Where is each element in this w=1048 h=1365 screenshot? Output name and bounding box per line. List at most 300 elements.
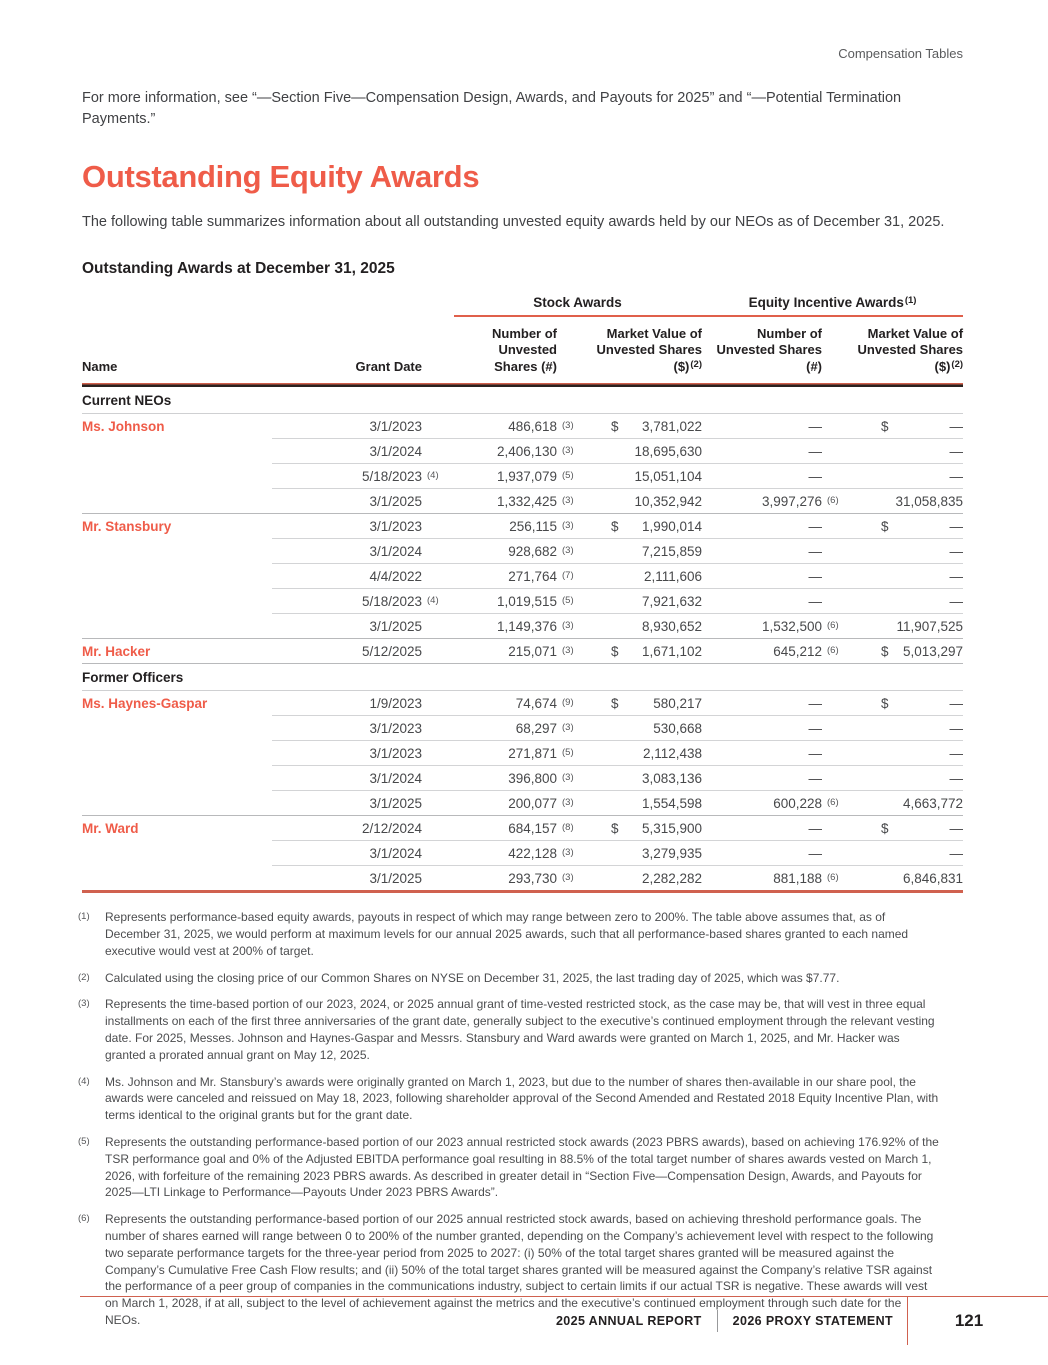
column-header-eia-shares: Number of Unvested Shares (#) — [716, 325, 823, 375]
value-cell — [587, 469, 702, 484]
grant-date: 3/1/2024 — [272, 539, 422, 564]
stock-shares-footnote-ref — [557, 639, 587, 664]
column-header-eia-value — [850, 316, 963, 384]
value-text: — — [949, 469, 964, 485]
stock-shares-footnote-ref — [557, 766, 587, 791]
value-text: 7,215,859 — [641, 544, 703, 560]
dollar-sign: $ — [881, 644, 889, 660]
stock-shares-footnote-ref — [557, 539, 587, 564]
dollar-sign: $ — [611, 419, 619, 435]
grant-date: 3/1/2024 — [272, 841, 422, 866]
dollar-sign: $ — [611, 519, 619, 535]
value-text: 580,217 — [653, 696, 703, 712]
equity-incentive-awards-label: Equity Incentive Awards — [748, 294, 904, 310]
value-cell — [587, 696, 702, 711]
stock-value-header-label: Market Value of Unvested Shares ($) — [596, 325, 703, 375]
footnote-ref: (9) — [562, 697, 574, 709]
column-header-spacer — [422, 316, 454, 384]
footnote-ref: (4) — [427, 470, 439, 482]
eia-unvested-shares: — — [702, 716, 822, 741]
eia-unvested-shares: 645,212 — [702, 639, 822, 664]
stock-unvested-shares: 271,871 — [454, 741, 557, 766]
stock-awards-group-header — [454, 295, 702, 316]
footnote-ref: (3) — [562, 772, 574, 784]
executive-name — [82, 539, 272, 564]
value-text: 11,907,525 — [896, 619, 964, 635]
eia-value-header-label: Market Value of Unvested Shares ($) — [857, 325, 964, 375]
executive-name — [82, 866, 272, 892]
grant-date-footnote-ref — [422, 816, 454, 841]
table-row — [82, 741, 963, 766]
value-text: 1,671,102 — [641, 644, 703, 660]
stock-market-value — [587, 716, 702, 741]
table-description: The following table summarizes information about all outstanding unvested equity awards held by our NEOs as of December 31, 2025. — [82, 213, 945, 230]
footnote-ref: (3) — [562, 545, 574, 557]
equity-incentive-footnote-ref: (1) — [904, 294, 917, 306]
page-number-box — [907, 1297, 1048, 1345]
grant-date: 3/1/2023 — [369, 419, 422, 435]
value-text: 10,352,942 — [634, 494, 703, 510]
footnote-item — [78, 1134, 963, 1201]
eia-shares-footnote-ref — [822, 866, 850, 892]
value-cell — [587, 771, 702, 786]
value-text: 7,921,632 — [641, 594, 703, 610]
dollar-sign: $ — [881, 696, 889, 712]
value-cell — [850, 419, 963, 434]
table-row — [82, 639, 963, 664]
value-cell — [587, 871, 702, 886]
eia-market-value — [850, 514, 963, 539]
value-text: 4,663,772 — [902, 796, 964, 812]
stock-market-value — [587, 589, 702, 614]
eia-unvested-shares: 1,532,500 — [702, 614, 822, 639]
grant-date: 3/1/2025 — [272, 791, 422, 816]
stock-market-value — [587, 514, 702, 539]
footnote-ref: (6) — [827, 620, 839, 632]
value-cell — [587, 519, 702, 534]
stock-shares-footnote-ref — [557, 791, 587, 816]
grant-date-footnote-ref — [422, 791, 454, 816]
value-text: — — [949, 746, 964, 762]
stock-market-value — [587, 766, 702, 791]
value-text: — — [949, 544, 964, 560]
value-cell — [850, 696, 963, 711]
grant-date-footnote-ref — [422, 564, 454, 589]
column-header-stock-value — [587, 316, 702, 384]
footnote-marker: (3) — [78, 998, 90, 1010]
footnote-ref: (3) — [562, 847, 574, 859]
footnote-ref: (5) — [562, 595, 574, 607]
value-text: 31,058,835 — [895, 494, 964, 510]
value-text: — — [949, 721, 964, 737]
stock-shares-footnote-ref — [557, 614, 587, 639]
footnote-ref: (8) — [562, 822, 574, 834]
table-row — [82, 514, 963, 539]
executive-name — [82, 464, 272, 489]
footnote-ref: (3) — [562, 872, 574, 884]
value-text: 18,695,630 — [634, 444, 703, 460]
footnote-text: Calculated using the closing price of our Common Shares on NYSE on December 31, 2025, the last trading day of 2025, which was $7.77. — [105, 970, 840, 985]
footnote-text: Ms. Johnson and Mr. Stansbury’s awards were originally granted on March 1, 2023, but due to the number of shares then-available in our share pool, the awards were canceled and reissued on May 18, 2023, following shareholder approval of the Second Amended and Restated 2018 Equity Incentive Plan, with terms identical to the original grants but for the grant date. — [105, 1074, 939, 1123]
stock-shares-footnote-ref — [557, 589, 587, 614]
table-row — [82, 841, 963, 866]
eia-market-value — [850, 716, 963, 741]
page-footer — [80, 1296, 1048, 1345]
value-cell — [587, 494, 702, 509]
grant-date-footnote-ref — [422, 766, 454, 791]
executive-name — [82, 716, 272, 741]
eia-market-value — [850, 589, 963, 614]
stock-shares-footnote-ref — [557, 564, 587, 589]
value-text: 2,111,606 — [643, 569, 703, 585]
footnote-ref: (3) — [562, 495, 574, 507]
value-text: 5,013,297 — [902, 644, 964, 660]
section-label: Former Officers — [82, 664, 963, 691]
footnote-ref: (5) — [562, 470, 574, 482]
stock-market-value — [587, 691, 702, 716]
eia-market-value — [850, 766, 963, 791]
value-cell — [850, 594, 963, 609]
executive-name — [82, 841, 272, 866]
eia-unvested-shares: — — [702, 741, 822, 766]
footnote-ref: (3) — [562, 620, 574, 632]
value-cell — [850, 494, 963, 509]
value-text: — — [949, 569, 964, 585]
eia-market-value — [850, 691, 963, 716]
value-cell — [587, 419, 702, 434]
value-cell — [587, 746, 702, 761]
grant-date: 1/9/2023 — [369, 696, 422, 712]
value-cell — [587, 796, 702, 811]
stock-market-value — [587, 539, 702, 564]
stock-unvested-shares: 256,115 — [454, 514, 557, 539]
eia-shares-footnote-ref — [822, 414, 850, 439]
eia-market-value — [850, 539, 963, 564]
value-cell — [587, 846, 702, 861]
executive-name — [82, 489, 272, 514]
table-row — [82, 589, 963, 614]
value-cell — [850, 821, 963, 836]
grant-date: 3/1/2025 — [272, 866, 422, 892]
executive-name — [82, 614, 272, 639]
table-row — [82, 866, 963, 892]
eia-unvested-shares: 600,228 — [702, 791, 822, 816]
stock-unvested-shares: 1,019,515 — [454, 589, 557, 614]
eia-market-value — [850, 489, 963, 514]
value-text: 1,990,014 — [641, 519, 703, 535]
eia-value-footnote-ref: (2) — [951, 359, 964, 371]
value-text: — — [949, 419, 964, 435]
grant-date-footnote-ref — [422, 514, 454, 539]
table-row — [82, 766, 963, 791]
footnote-item — [78, 909, 963, 959]
table-row — [82, 489, 963, 514]
executive-name: Mr. Stansbury — [82, 514, 272, 539]
value-cell — [587, 594, 702, 609]
stock-shares-footnote-ref — [557, 439, 587, 464]
page-title: Outstanding Equity Awards — [82, 158, 480, 194]
eia-unvested-shares: — — [702, 439, 822, 464]
dollar-sign: $ — [611, 644, 619, 660]
value-cell — [850, 796, 963, 811]
eia-shares-footnote-ref — [822, 716, 850, 741]
footnote-ref: (3) — [562, 797, 574, 809]
footnote-ref: (6) — [827, 797, 839, 809]
table-section-row — [82, 387, 963, 414]
footnote-marker: (6) — [78, 1213, 90, 1225]
page-number: 121 — [954, 1311, 984, 1330]
footnote-marker: (5) — [78, 1135, 90, 1147]
footer-inner — [80, 1297, 1048, 1345]
eia-unvested-shares: 3,997,276 — [702, 489, 822, 514]
footnote-marker: (4) — [78, 1075, 90, 1087]
stock-market-value — [587, 841, 702, 866]
running-header: Compensation Tables — [838, 46, 963, 61]
stock-market-value — [587, 564, 702, 589]
table-row — [82, 614, 963, 639]
value-cell — [850, 644, 963, 659]
dollar-sign: $ — [611, 696, 619, 712]
eia-shares-footnote-ref — [822, 464, 850, 489]
eia-shares-footnote-ref — [822, 841, 850, 866]
footnote-ref: (6) — [827, 495, 839, 507]
column-header-name: Name — [82, 359, 118, 375]
value-cell — [850, 846, 963, 861]
eia-market-value — [850, 414, 963, 439]
stock-unvested-shares: 1,332,425 — [454, 489, 557, 514]
stock-unvested-shares: 1,149,376 — [454, 614, 557, 639]
value-cell — [850, 444, 963, 459]
grant-date-footnote-ref — [422, 741, 454, 766]
eia-unvested-shares: — — [808, 696, 823, 712]
column-header-spacer — [557, 316, 587, 384]
value-text: 2,282,282 — [641, 871, 703, 887]
value-text: 6,846,831 — [902, 871, 964, 887]
value-text: 8,930,652 — [641, 619, 703, 635]
executive-name — [82, 439, 272, 464]
grant-date-footnote-ref — [422, 841, 454, 866]
stock-shares-footnote-ref — [557, 691, 587, 716]
value-text: 1,554,598 — [641, 796, 703, 812]
intro-paragraph: For more information, see “—Section Five—Compensation Design, Awards, and Payouts for 2025” and “—Potential Termination Payments.” — [82, 90, 902, 127]
stock-unvested-shares: 396,800 — [454, 766, 557, 791]
value-text: — — [949, 444, 964, 460]
column-header-grant-date: Grant Date — [355, 359, 422, 375]
value-cell — [587, 444, 702, 459]
equity-incentive-awards-group-header — [702, 295, 963, 316]
stock-unvested-shares: 68,297 — [454, 716, 557, 741]
column-header-stock-shares: Number of Unvested Shares (#) — [492, 325, 557, 375]
executive-name — [82, 766, 272, 791]
executive-name: Mr. Ward — [82, 816, 272, 841]
stock-awards-label: Stock Awards — [533, 294, 622, 310]
value-cell — [850, 569, 963, 584]
stock-unvested-shares: 271,764 — [454, 564, 557, 589]
stock-unvested-shares: 200,077 — [454, 791, 557, 816]
dollar-sign: $ — [881, 419, 889, 435]
eia-unvested-shares: — — [702, 841, 822, 866]
footnote-ref: (6) — [827, 645, 839, 657]
value-text: — — [949, 696, 964, 712]
footnote-item — [78, 970, 963, 987]
grant-date-footnote-ref — [422, 589, 454, 614]
stock-market-value — [587, 489, 702, 514]
footnotes — [78, 909, 963, 1329]
value-cell — [850, 544, 963, 559]
eia-unvested-shares: — — [702, 816, 822, 841]
stock-shares-footnote-ref — [557, 741, 587, 766]
grant-date-footnote-ref — [422, 866, 454, 892]
eia-shares-footnote-ref — [822, 614, 850, 639]
value-text: — — [949, 519, 964, 535]
grant-date: 3/1/2023 — [272, 741, 422, 766]
eia-shares-footnote-ref — [822, 741, 850, 766]
footnote-ref: (3) — [562, 445, 574, 457]
footnote-text: Represents the time-based portion of our 2023, 2024, or 2025 annual grant of time-vested restricted stock, as the case may be, that will vest in three equal installments on each of the first three anniversaries of the grant date, generally subject to the executive’s continued employment through the relevant vesting date. For 2025, Messes. Johnson and Haynes-Gaspar and Messrs. Stansbury and Ward awards were granted on March 1, 2025, and Mr. Hacker was granted a prorated annual grant on May 12, 2025. — [105, 997, 935, 1062]
value-text: — — [949, 846, 964, 862]
table-group-header-row — [82, 295, 963, 316]
value-text: 2,112,438 — [642, 746, 703, 762]
outstanding-awards-table — [82, 295, 963, 894]
eia-market-value — [850, 841, 963, 866]
stock-unvested-shares: 422,128 — [454, 841, 557, 866]
grant-date: 3/1/2024 — [272, 439, 422, 464]
eia-unvested-shares: — — [702, 564, 822, 589]
table-column-header-row — [82, 316, 963, 384]
footnote-marker: (1) — [78, 911, 90, 923]
stock-market-value — [587, 439, 702, 464]
value-cell — [850, 469, 963, 484]
executive-name — [82, 791, 272, 816]
grant-date-footnote-ref — [422, 716, 454, 741]
stock-market-value — [587, 791, 702, 816]
grant-date: 5/18/2023 — [272, 464, 422, 489]
value-cell — [850, 771, 963, 786]
footer-proxy-statement: 2026 PROXY STATEMENT — [732, 1314, 893, 1328]
grant-date-footnote-ref — [422, 639, 454, 664]
table-row — [82, 716, 963, 741]
footnote-ref: (3) — [562, 420, 574, 432]
footnote-ref: (3) — [562, 722, 574, 734]
value-cell — [850, 871, 963, 886]
grant-date-footnote-ref — [422, 691, 454, 716]
table-row — [82, 539, 963, 564]
awards-table-body — [82, 387, 963, 892]
stock-market-value — [587, 816, 702, 841]
eia-shares-footnote-ref — [822, 639, 850, 664]
value-text: 15,051,104 — [634, 469, 703, 485]
stock-market-value — [587, 639, 702, 664]
grant-date: 3/1/2024 — [272, 766, 422, 791]
stock-market-value — [587, 741, 702, 766]
grant-date-footnote-ref — [422, 439, 454, 464]
table-row — [82, 464, 963, 489]
table-row — [82, 816, 963, 841]
value-text: 530,668 — [653, 721, 703, 737]
eia-market-value — [850, 439, 963, 464]
stock-unvested-shares: 928,682 — [454, 539, 557, 564]
stock-unvested-shares: 684,157 — [454, 816, 557, 841]
footnote-text: Represents performance-based equity awards, payouts in respect of which may range between zero to 200%. The table above assumes that, as of December 31, 2025, we would perform at maximum levels for our annual 2025 awards, such that all performance-based shares granted to each named executive would vest at 200% of target. — [105, 910, 909, 958]
eia-unvested-shares: — — [702, 464, 822, 489]
eia-market-value — [850, 564, 963, 589]
table-row — [82, 439, 963, 464]
eia-shares-footnote-ref — [822, 766, 850, 791]
dollar-sign: $ — [881, 821, 889, 837]
eia-market-value — [850, 866, 963, 892]
table-title: Outstanding Awards at December 31, 2025 — [82, 259, 395, 277]
grant-date: 3/1/2023 — [272, 514, 422, 539]
stock-market-value — [587, 866, 702, 892]
eia-market-value — [850, 741, 963, 766]
footer-annual-report: 2025 ANNUAL REPORT — [555, 1314, 702, 1328]
eia-market-value — [850, 816, 963, 841]
table-row — [82, 791, 963, 816]
value-cell — [587, 544, 702, 559]
executive-name: Ms. Johnson — [82, 419, 165, 435]
value-cell — [850, 519, 963, 534]
table-row — [82, 691, 963, 716]
section-label: Current NEOs — [82, 387, 963, 414]
table-row — [82, 414, 963, 439]
value-cell — [587, 721, 702, 736]
value-text: — — [949, 594, 964, 610]
grant-date: 3/1/2025 — [272, 489, 422, 514]
executive-name — [82, 564, 272, 589]
stock-market-value — [587, 414, 702, 439]
grant-date: 3/1/2023 — [272, 716, 422, 741]
footnote-ref: (4) — [427, 595, 439, 607]
eia-unvested-shares: — — [702, 766, 822, 791]
eia-unvested-shares: — — [702, 589, 822, 614]
footnote-ref: (7) — [562, 570, 574, 582]
eia-market-value — [850, 614, 963, 639]
grant-date-footnote-ref — [422, 614, 454, 639]
stock-shares-footnote-ref — [557, 464, 587, 489]
stock-shares-footnote-ref — [557, 414, 587, 439]
grant-date: 3/1/2025 — [272, 614, 422, 639]
stock-shares-footnote-ref — [557, 716, 587, 741]
grant-date-footnote-ref — [422, 539, 454, 564]
grant-date-footnote-ref — [422, 414, 454, 439]
value-cell — [850, 619, 963, 634]
value-text: 3,781,022 — [641, 419, 703, 435]
stock-unvested-shares: 486,618 — [508, 419, 557, 435]
value-cell — [850, 721, 963, 736]
footnote-ref: (3) — [562, 645, 574, 657]
eia-unvested-shares: 881,188 — [702, 866, 822, 892]
grant-date: 5/12/2025 — [272, 639, 422, 664]
stock-unvested-shares: 2,406,130 — [454, 439, 557, 464]
footnote-text: Represents the outstanding performance-based portion of our 2023 annual restricted stock awards (2023 PBRS awards), based on achieving 176.92% of the TSR performance goal and 0% of the Adjusted EBITDA performance goal resulting in 88.5% of the total target number of shares awards vested on March 1, 2026, with forfeiture of the remaining 2023 PBRS awards. As described in greater detail in “Section Five—Compensation Design, Awards, and Payouts for 2025—LTI Linkage to Performance—Payouts Under 2023 PBRS Awards”. — [105, 1134, 939, 1200]
eia-shares-footnote-ref — [822, 691, 850, 716]
stock-value-footnote-ref: (2) — [690, 359, 703, 371]
footnote-text: Represents the outstanding performance-based portion of our 2025 annual restricted stock awards, based on achieving threshold performance goals. The number of shares earned will range between 0 to 200% of the number granted, depending on the Company’s achievement level with respect to the following two separate performance targets for the three-year period from 2025 to 2027: (i) 50% of the total target shares granted will be measured against the Company’s Cumulative Free Cash Flow results; and (ii) 50% of the total target shares granted will be measured against the Company’s relative TSR against the performance of a peer group of companies in the communications industry, subject to certain limits if our actual TSR is negative. These awards will vest on March 1, 2028, if at all, subject to the level of achievement against the metrics and the executive’s continued employment through such date for the NEOs. — [105, 1212, 934, 1327]
stock-shares-footnote-ref — [557, 816, 587, 841]
table-row — [82, 564, 963, 589]
footnote-item — [78, 996, 963, 1063]
stock-shares-footnote-ref — [557, 514, 587, 539]
value-text: — — [949, 821, 964, 837]
stock-shares-footnote-ref — [557, 841, 587, 866]
executive-name — [82, 741, 272, 766]
dollar-sign: $ — [881, 519, 889, 535]
grant-date-footnote-ref — [422, 489, 454, 514]
footnote-ref: (5) — [562, 747, 574, 759]
stock-unvested-shares: 1,937,079 — [454, 464, 557, 489]
footnote-ref: (6) — [827, 872, 839, 884]
footer-divider — [717, 1310, 718, 1332]
